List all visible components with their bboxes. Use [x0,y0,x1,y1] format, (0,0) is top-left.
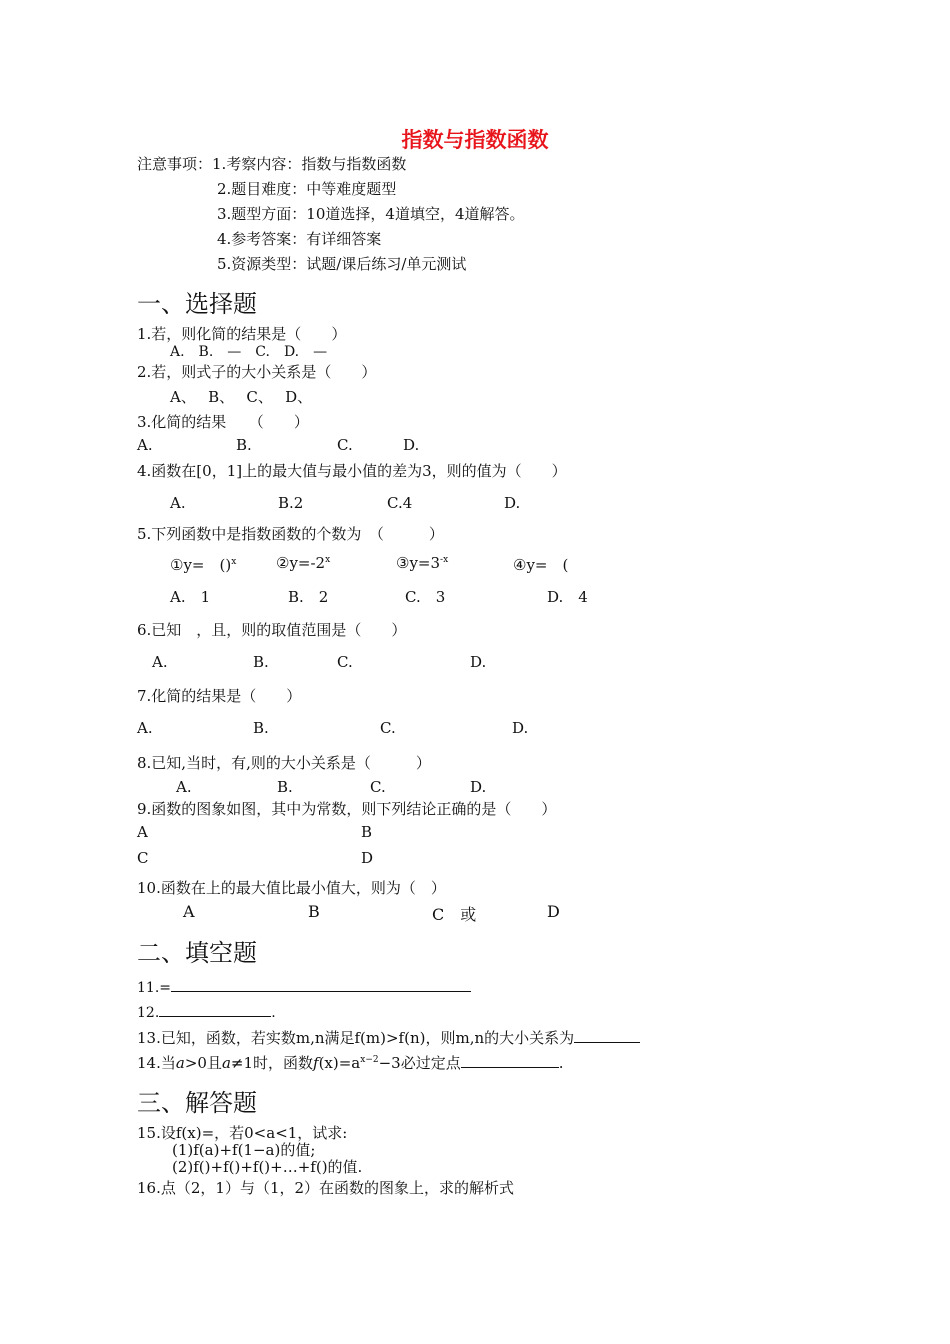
question-10: 10.函数在上的最大值比最小值大，则为（ ） [137,879,446,897]
question-11 [137,977,471,996]
option-a: A. [137,436,153,454]
answer-blank[interactable] [574,1028,640,1043]
option-b: B. [253,653,269,671]
question-14-end: . [558,1054,564,1072]
function-option-2 [276,554,330,572]
option-b: B.2 [278,494,304,512]
question-2-options: A、 B、 C、 D、 [170,388,313,406]
function-3-text: ③y=3 [396,554,441,572]
function-1-exponent: x [231,557,237,567]
option-c: C. [337,653,353,671]
question-15: 15.设f(x)=，若0<a<1，试求: [137,1124,348,1142]
option-b: B. [253,719,269,737]
question-14-text: ≠1时，函数 [230,1054,314,1072]
option-a: A [183,902,195,921]
question-12 [137,1002,276,1021]
section-heading-fill: 二、填空题 [137,939,257,967]
question-16: 16.点（2，1）与（1，2）在函数的图象上，求的解析式 [137,1179,515,1197]
function-1-text: ①y= () [170,556,232,574]
option-d: D. [504,494,521,512]
option-c: C. [370,778,386,796]
option-d: D [361,849,374,867]
answer-blank[interactable] [171,977,471,992]
option-d: D [547,902,560,921]
option-d: D. 4 [547,588,588,606]
option-b: B. [236,436,252,454]
variable-a: a [221,1054,231,1072]
question-5: 5.下列函数中是指数函数的个数为 （ ） [137,525,444,543]
option-a: A [137,823,148,841]
option-d: D. [470,778,487,796]
option-a: A. [170,494,186,512]
answer-blank[interactable] [461,1053,559,1068]
option-c: C.4 [387,494,413,512]
option-a: A. [137,719,153,737]
question-8: 8.已知,当时，有,则的大小关系是（ ） [137,754,431,772]
option-c: C 或 [432,905,477,924]
option-b: B [308,902,320,921]
function-3-exponent: -x [440,555,449,565]
function-2-text: ②y=-2 [276,554,326,572]
note-item: 2.题目难度：中等难度题型 [217,180,397,198]
exponent: x−2 [360,1055,379,1065]
question-12-text: 12. [137,1005,160,1021]
note-item: 3.题型方面：10道选择，4道填空，4道解答。 [217,205,525,223]
question-12-end: . [271,1005,276,1021]
option-d: D. [512,719,529,737]
note-item: 5.资源类型：试题/课后练习/单元测试 [217,255,467,273]
function-2-exponent: x [325,555,331,565]
option-a: A. [176,778,192,796]
question-6: 6.已知 ，且，则的取值范围是（ ） [137,621,407,639]
option-a: A. 1 [170,588,211,606]
option-c: C. 3 [405,588,446,606]
option-c: C. [337,436,353,454]
question-14-text: >0且 [184,1054,222,1072]
function-f: f [313,1054,319,1072]
option-a: A. [152,653,168,671]
function-option-4: ④y= ( [513,556,569,574]
question-7: 7.化简的结果是（ ） [137,687,302,705]
question-4: 4.函数在[0，1]上的最大值与最小值的差为3，则的值为（ ） [137,462,567,480]
question-3: 3.化简的结果 （ ） [137,413,309,431]
option-b: B. [277,778,293,796]
option-c: C. [380,719,396,737]
variable-a: a [175,1054,185,1072]
function-option-3 [396,554,448,572]
question-9: 9.函数的图象如图，其中为常数，则下列结论正确的是（ ） [137,800,557,818]
section-heading-choice: 一、选择题 [137,290,257,318]
question-14-text: −3必过定点 [378,1054,461,1072]
question-13 [137,1027,640,1048]
question-11-text: 11.= [137,980,171,996]
section-heading-answer: 三、解答题 [137,1089,257,1117]
notes-label-text: 注意事项： [137,155,213,173]
question-14-text: 14.当 [137,1054,176,1072]
option-d: D. [470,653,487,671]
option-b: B [361,823,373,841]
question-1: 1.若，则化简的结果是（ ） [137,325,347,343]
note-item: 1.考察内容：指数与指数函数 [212,155,407,173]
option-d: D. [403,436,420,454]
option-c: C [137,849,149,867]
function-option-1 [170,554,236,575]
question-14-text: (x)=a [318,1054,361,1072]
question-15-part-2: (2)f()+f()+f()+…+f()的值. [172,1158,363,1176]
page-title: 指数与指数函数 [401,127,549,152]
question-1-options: A. B. — C. D. — [170,344,328,360]
question-14 [137,1052,564,1073]
answer-blank[interactable] [159,1002,271,1017]
note-item: 4.参考答案：有详细答案 [217,230,382,248]
option-b: B. 2 [288,588,329,606]
question-2: 2.若，则式子的大小关系是（ ） [137,363,377,381]
notes-label [137,153,406,174]
question-13-text: 13.已知，函数，若实数m,n满足f(m)>f(n)，则m,n的大小关系为 [137,1029,575,1047]
question-15-part-1: (1)f(a)+f(1−a)的值; [172,1141,316,1159]
